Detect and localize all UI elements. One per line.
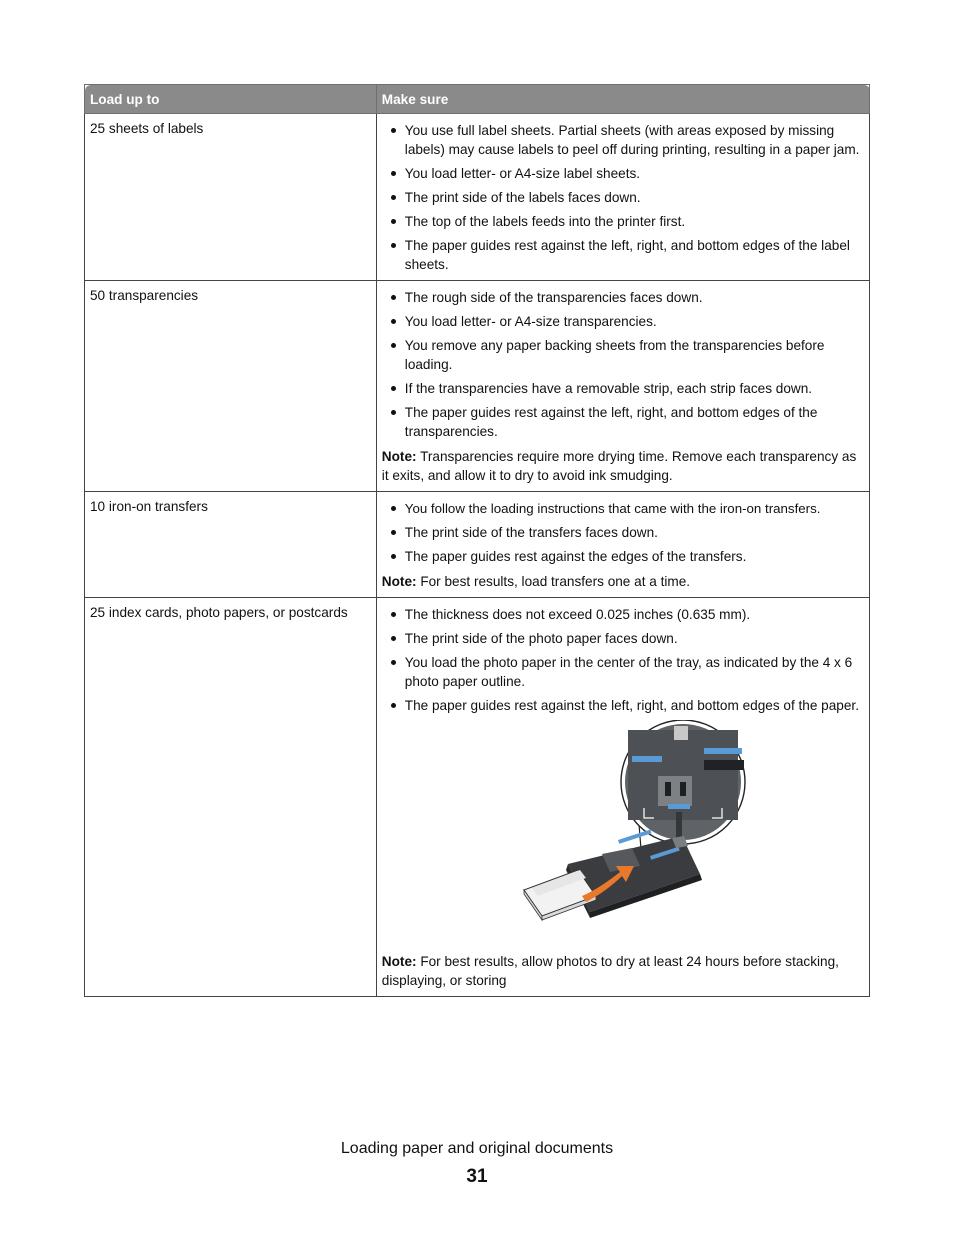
note-text: For best results, allow photos to dry at least 24 hours before stacking, displaying, or storing (381, 954, 839, 988)
header-load-up-to: Load up to (85, 85, 377, 114)
table-row (85, 492, 870, 598)
list-item: The rough side of the transparencies faces down. (382, 288, 864, 307)
list-item: You remove any paper backing sheets from the transparencies before loading. (382, 336, 864, 374)
make-sure-cell (376, 114, 869, 281)
make-sure-cell (376, 598, 869, 997)
list-item: You load letter- or A4-size label sheets. (382, 164, 864, 183)
bullet-list (382, 499, 864, 566)
list-item: The print side of the transfers faces down. (382, 523, 864, 542)
list-item: You load letter- or A4-size transparencies. (382, 312, 864, 331)
tray (566, 829, 702, 918)
load-cell: 25 index cards, photo papers, or postcards (85, 598, 377, 997)
list-item: The paper guides rest against the edges of the transfers. (382, 547, 864, 566)
list-item: You follow the loading instructions that came with the iron-on transfers. (382, 499, 864, 518)
note-text: Transparencies require more drying time. Remove each transparency as it exits, and allow it to dry to avoid ink smudging. (381, 449, 857, 483)
list-item: You load the photo paper in the center of the tray, as indicated by the 4 x 6 photo paper outline. (382, 653, 864, 691)
table-row (85, 598, 870, 997)
list-item: The paper guides rest against the left, right, and bottom edges of the transparencies. (382, 403, 864, 441)
list-item: The paper guides rest against the left, right, and bottom edges of the paper. (382, 696, 864, 715)
list-item: If the transparencies have a removable strip, each strip faces down. (382, 379, 864, 398)
paper-tray-drawing (382, 720, 862, 946)
table-header-row (85, 85, 870, 114)
list-item: The print side of the labels faces down. (382, 188, 864, 207)
table-row (85, 281, 870, 492)
note (382, 572, 864, 591)
make-sure-cell (376, 281, 869, 492)
note-label: Note: (381, 954, 417, 969)
note-label: Note: (381, 574, 417, 589)
header-make-sure: Make sure (376, 85, 869, 114)
bullet-list (382, 605, 864, 715)
load-cell: 25 sheets of labels (85, 114, 377, 281)
load-cell: 10 iron-on transfers (85, 492, 377, 598)
photo-tray-illustration (382, 720, 862, 946)
list-item: The paper guides rest against the left, right, and bottom edges of the label sheets. (382, 236, 864, 274)
table-row (85, 114, 870, 281)
list-item: You use full label sheets. Partial sheets (with areas exposed by missing labels) may cause labels to peel off during printing, resulting in a paper jam. (382, 121, 864, 159)
make-sure-cell (376, 492, 869, 598)
footer-chapter-title: Loading paper and original documents (340, 1140, 614, 1157)
list-item: The top of the labels feeds into the printer first. (382, 212, 864, 231)
bullet-list (382, 288, 864, 441)
list-item: The thickness does not exceed 0.025 inches (0.635 mm). (382, 605, 864, 624)
page-number: 31 (466, 1166, 488, 1187)
load-cell: 50 transparencies (85, 281, 377, 492)
paper-loading-table (84, 84, 870, 997)
note (382, 952, 864, 990)
note (382, 447, 864, 485)
bullet-list (382, 121, 864, 274)
note-text: For best results, load transfers one at a time. (416, 574, 691, 589)
list-item: The print side of the photo paper faces down. (382, 629, 864, 648)
note-label: Note: (381, 449, 417, 464)
